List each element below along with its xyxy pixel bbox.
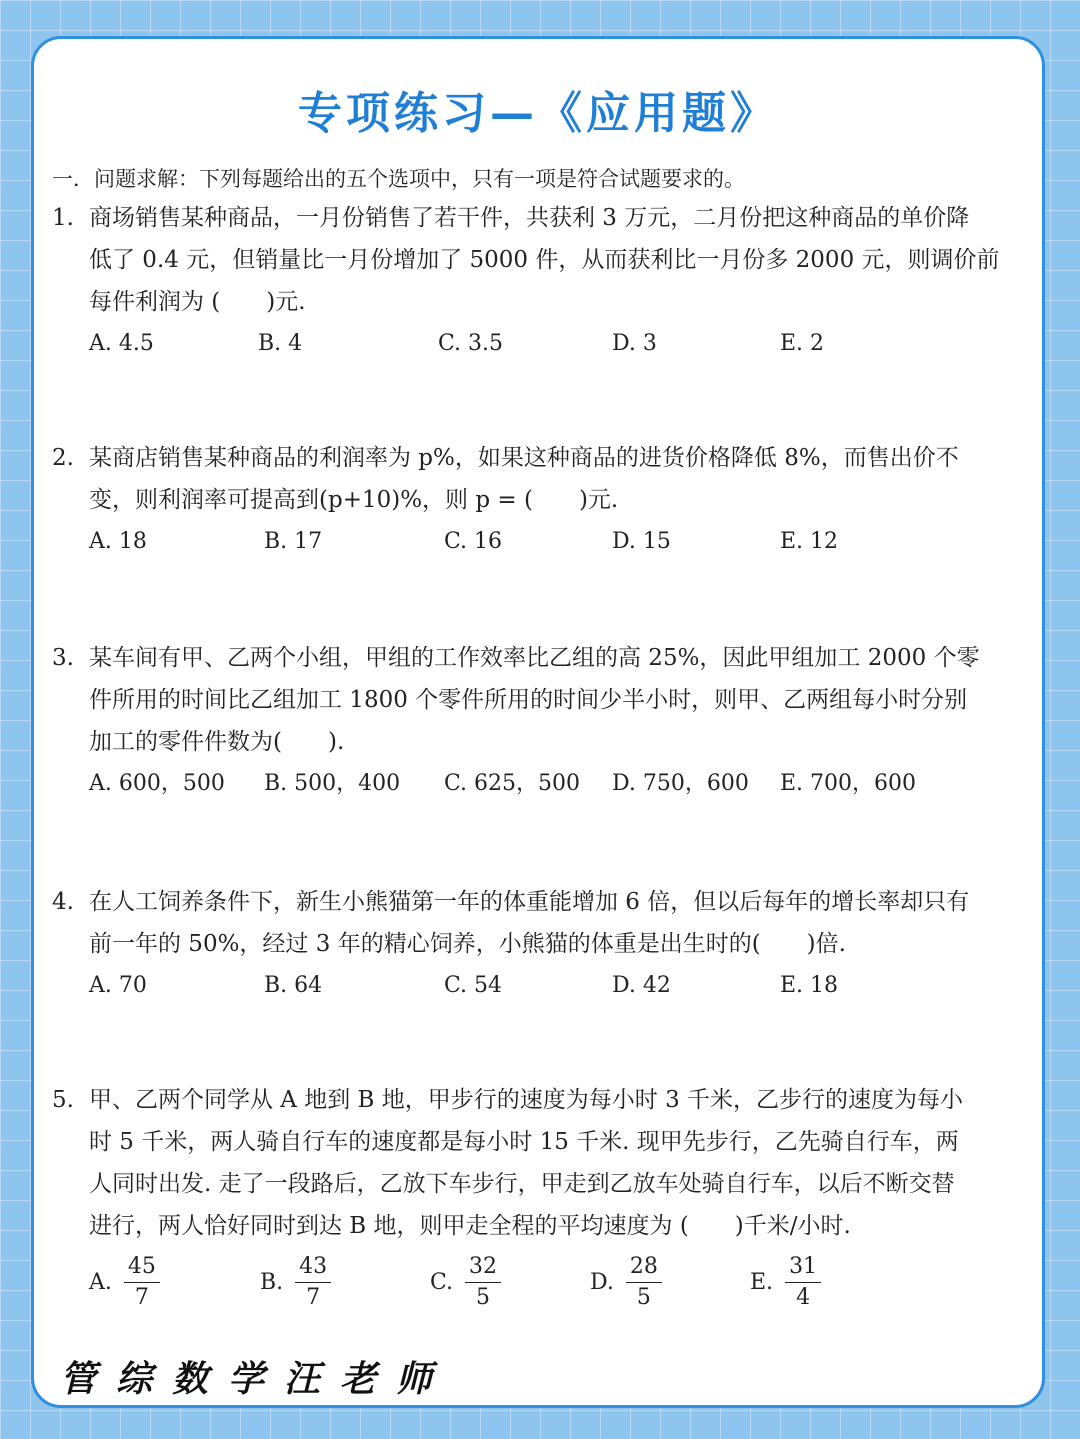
question-text-line: 前一年的 50%，经过 3 年的精心饲养，小熊猫的体重是出生时的( )倍. <box>89 931 846 957</box>
options-row <box>52 763 1037 805</box>
option-a: A. 18 <box>89 529 147 554</box>
numerator: 32 <box>465 1252 501 1283</box>
option-b: B. 500，400 <box>264 771 401 796</box>
page-title: 专项练习—《应用题》 <box>298 88 778 139</box>
question-number: 5. <box>52 1087 74 1113</box>
option-e: E. 2 <box>780 331 825 356</box>
denominator: 7 <box>306 1284 321 1310</box>
question-text-line: 甲、乙两个同学从 A 地到 B 地，甲步行的速度为每小时 3 千米，乙步行的速度为每小 <box>89 1087 964 1113</box>
option-label: E. <box>750 1269 774 1295</box>
fraction <box>124 1252 160 1313</box>
options-row <box>52 965 1037 1007</box>
option-d: D. 3 <box>612 331 657 356</box>
option-d: D. 750，600 <box>612 771 749 796</box>
option-b: B. 17 <box>264 529 323 554</box>
worksheet-card <box>31 36 1045 1408</box>
denominator: 5 <box>636 1284 651 1310</box>
option-d: D. 15 <box>612 529 671 554</box>
question-text-line: 人同时出发. 走了一段路后，乙放下车步行，甲走到乙放车处骑自行车，以后不断交替 <box>89 1171 955 1197</box>
option-c <box>430 1247 501 1317</box>
question-text-line: 商场销售某种商品，一月份销售了若干件，共获利 3 万元，二月份把这种商品的单价降 <box>89 205 970 231</box>
question-text-line: 某商店销售某种商品的利润率为 p%，如果这种商品的进货价格降低 8%，而售出价不 <box>89 445 959 471</box>
fraction <box>465 1252 501 1313</box>
author-signature: 管综数学汪老师 <box>60 1359 453 1400</box>
denominator: 5 <box>476 1284 491 1310</box>
option-a <box>89 1247 160 1317</box>
options-row <box>52 323 1037 365</box>
option-d: D. 42 <box>612 973 671 998</box>
question-2 <box>52 437 1037 563</box>
question-text-line: 低了 0.4 元，但销量比一月份增加了 5000 件，从而获利比一月份多 2000 元，则调价前 <box>89 247 1000 273</box>
question-text-line: 某车间有甲、乙两个小组，甲组的工作效率比乙组的高 25%，因此甲组加工 2000 个零 <box>89 645 980 671</box>
question-text-line: 时 5 千米，两人骑自行车的速度都是每小时 15 千米. 现甲先步行，乙先骑自行车，两 <box>89 1129 959 1155</box>
question-4 <box>52 881 1037 1007</box>
option-e: E. 700，600 <box>780 771 917 796</box>
option-a: A. 70 <box>89 973 147 998</box>
numerator: 45 <box>124 1252 160 1283</box>
question-number: 1. <box>52 205 74 231</box>
question-text-line: 每件利润为 ( )元. <box>89 289 306 315</box>
question-number: 2. <box>52 445 74 471</box>
numerator: 31 <box>785 1252 821 1283</box>
question-text-line: 加工的零件件数为( ). <box>89 729 345 755</box>
option-label: A. <box>89 1269 112 1295</box>
question-5 <box>52 1079 1037 1317</box>
option-a: A. 600，500 <box>89 771 225 796</box>
option-e: E. 18 <box>780 973 839 998</box>
question-text-line: 件所用的时间比乙组加工 1800 个零件所用的时间少半小时，则甲、乙两组每小时分别 <box>89 687 968 713</box>
options-row <box>52 1247 1037 1317</box>
question-1 <box>52 197 1037 365</box>
option-label: B. <box>260 1269 284 1295</box>
option-b: B. 4 <box>258 331 303 356</box>
fraction <box>626 1252 662 1313</box>
question-number: 4. <box>52 889 74 915</box>
option-c: C. 3.5 <box>438 331 504 356</box>
question-number: 3. <box>52 645 74 671</box>
option-c: C. 54 <box>444 973 503 998</box>
option-b: B. 64 <box>264 973 323 998</box>
option-d <box>590 1247 662 1317</box>
numerator: 43 <box>295 1252 331 1283</box>
option-c: C. 625，500 <box>444 771 581 796</box>
option-e <box>750 1247 821 1317</box>
fraction <box>785 1252 821 1313</box>
question-text-line: 在人工饲养条件下，新生小熊猫第一年的体重能增加 6 倍，但以后每年的增长率却只有 <box>89 889 970 915</box>
fraction <box>295 1252 331 1313</box>
option-e: E. 12 <box>780 529 839 554</box>
option-label: C. <box>430 1269 454 1295</box>
option-label: D. <box>590 1269 614 1295</box>
numerator: 28 <box>626 1252 662 1283</box>
options-row <box>52 521 1037 563</box>
option-c: C. 16 <box>444 529 503 554</box>
option-a: A. 4.5 <box>89 331 154 356</box>
option-b <box>260 1247 331 1317</box>
denominator: 7 <box>134 1284 149 1310</box>
question-text-line: 进行，两人恰好同时到达 B 地，则甲走全程的平均速度为 ( )千米/小时. <box>89 1213 851 1239</box>
denominator: 4 <box>796 1284 811 1310</box>
question-text-line: 变，则利润率可提高到(p+10)%，则 p = ( )元. <box>89 487 619 513</box>
section-instruction: 一．问题求解：下列每题给出的五个选项中，只有一项是符合试题要求的。 <box>52 167 745 191</box>
question-3 <box>52 637 1037 805</box>
